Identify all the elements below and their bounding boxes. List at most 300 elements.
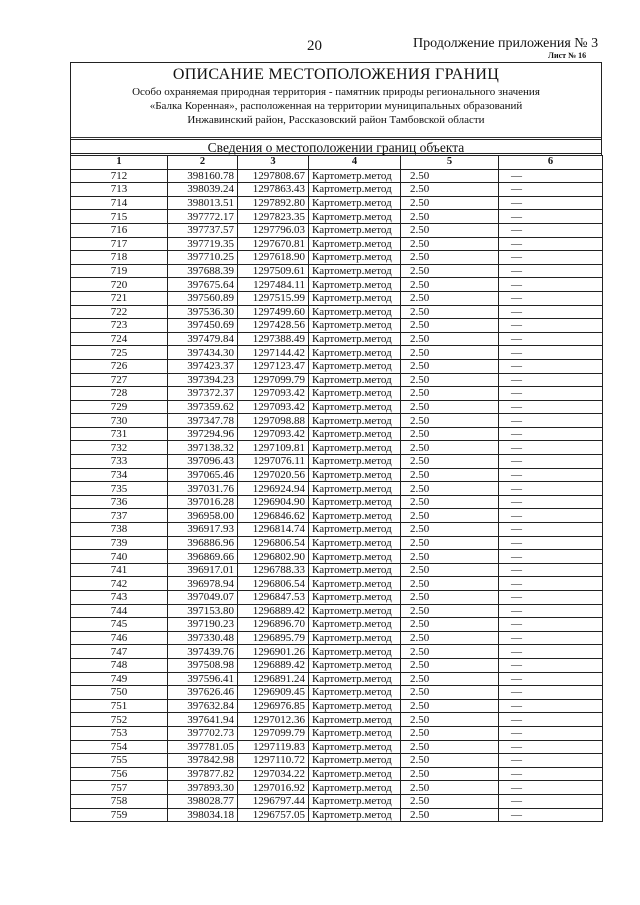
method-cell: Картометр.метод xyxy=(309,794,401,808)
table-row xyxy=(71,509,603,523)
dash-cell: — xyxy=(499,808,603,822)
point-number: 757 xyxy=(71,781,168,795)
point-number: 741 xyxy=(71,563,168,577)
dash-cell: — xyxy=(499,468,603,482)
accuracy-cell: 2.50 xyxy=(401,767,499,781)
method-cell: Картометр.метод xyxy=(309,332,401,346)
method-cell: Картометр.метод xyxy=(309,563,401,577)
point-number: 726 xyxy=(71,359,168,373)
coord-x: 397372.37 xyxy=(168,387,238,401)
coord-x: 397330.48 xyxy=(168,631,238,645)
coord-x: 398028.77 xyxy=(168,794,238,808)
accuracy-cell: 2.50 xyxy=(401,686,499,700)
accuracy-cell: 2.50 xyxy=(401,563,499,577)
method-cell: Картометр.метод xyxy=(309,237,401,251)
col-header-3: 3 xyxy=(238,156,309,170)
method-cell: Картометр.метод xyxy=(309,441,401,455)
coord-y: 1297098.88 xyxy=(238,414,309,428)
point-number: 732 xyxy=(71,441,168,455)
table-row xyxy=(71,740,603,754)
table-row xyxy=(71,441,603,455)
coord-x: 397877.82 xyxy=(168,767,238,781)
accuracy-cell: 2.50 xyxy=(401,495,499,509)
coord-x: 397710.25 xyxy=(168,251,238,265)
accuracy-cell: 2.50 xyxy=(401,794,499,808)
table-row xyxy=(71,767,603,781)
point-number: 745 xyxy=(71,618,168,632)
table-row xyxy=(71,305,603,319)
method-cell: Картометр.метод xyxy=(309,278,401,292)
accuracy-cell: 2.50 xyxy=(401,251,499,265)
accuracy-cell: 2.50 xyxy=(401,509,499,523)
divider-line xyxy=(71,137,601,138)
dash-cell: — xyxy=(499,169,603,183)
table-row xyxy=(71,427,603,441)
accuracy-cell: 2.50 xyxy=(401,210,499,224)
point-number: 740 xyxy=(71,550,168,564)
point-number: 731 xyxy=(71,427,168,441)
accuracy-cell: 2.50 xyxy=(401,291,499,305)
coord-y: 1297144.42 xyxy=(238,346,309,360)
method-cell: Картометр.метод xyxy=(309,604,401,618)
header-row xyxy=(71,156,603,170)
method-cell: Картометр.метод xyxy=(309,699,401,713)
point-number: 734 xyxy=(71,468,168,482)
method-cell: Картометр.метод xyxy=(309,686,401,700)
coord-x: 397781.05 xyxy=(168,740,238,754)
dash-cell: — xyxy=(499,740,603,754)
coord-y: 1297515.99 xyxy=(238,291,309,305)
point-number: 718 xyxy=(71,251,168,265)
coord-y: 1296802.90 xyxy=(238,550,309,564)
accuracy-cell: 2.50 xyxy=(401,223,499,237)
table-row xyxy=(71,781,603,795)
col-header-5: 5 xyxy=(401,156,499,170)
method-cell: Картометр.метод xyxy=(309,740,401,754)
method-cell: Картометр.метод xyxy=(309,359,401,373)
point-number: 714 xyxy=(71,196,168,210)
accuracy-cell: 2.50 xyxy=(401,441,499,455)
coord-x: 397016.28 xyxy=(168,495,238,509)
accuracy-cell: 2.50 xyxy=(401,672,499,686)
accuracy-cell: 2.50 xyxy=(401,631,499,645)
point-number: 750 xyxy=(71,686,168,700)
method-cell: Картометр.метод xyxy=(309,536,401,550)
coord-x: 398160.78 xyxy=(168,169,238,183)
point-number: 733 xyxy=(71,455,168,469)
coord-x: 397772.17 xyxy=(168,210,238,224)
accuracy-cell: 2.50 xyxy=(401,591,499,605)
desc-line-2: «Балка Коренная», расположенная на территории муниципальных образований xyxy=(149,100,523,112)
coord-x: 396978.94 xyxy=(168,577,238,591)
table-row xyxy=(71,400,603,414)
point-number: 758 xyxy=(71,794,168,808)
accuracy-cell: 2.50 xyxy=(401,373,499,387)
dash-cell: — xyxy=(499,794,603,808)
coordinates-table xyxy=(70,155,603,822)
dash-cell: — xyxy=(499,495,603,509)
point-number: 727 xyxy=(71,373,168,387)
coord-x: 398034.18 xyxy=(168,808,238,822)
method-cell: Картометр.метод xyxy=(309,808,401,822)
table-row xyxy=(71,550,603,564)
coord-x: 397641.94 xyxy=(168,713,238,727)
table-row xyxy=(71,210,603,224)
dash-cell: — xyxy=(499,400,603,414)
point-number: 753 xyxy=(71,726,168,740)
accuracy-cell: 2.50 xyxy=(401,740,499,754)
coord-x: 397096.43 xyxy=(168,455,238,469)
coord-x: 397049.07 xyxy=(168,591,238,605)
coord-y: 1297823.35 xyxy=(238,210,309,224)
coord-x: 397632.84 xyxy=(168,699,238,713)
accuracy-cell: 2.50 xyxy=(401,468,499,482)
dash-cell: — xyxy=(499,699,603,713)
coord-y: 1297796.03 xyxy=(238,223,309,237)
dash-cell: — xyxy=(499,726,603,740)
table-row xyxy=(71,631,603,645)
point-number: 746 xyxy=(71,631,168,645)
dash-cell: — xyxy=(499,278,603,292)
table-row xyxy=(71,563,603,577)
method-cell: Картометр.метод xyxy=(309,523,401,537)
accuracy-cell: 2.50 xyxy=(401,577,499,591)
dash-cell: — xyxy=(499,305,603,319)
table-row xyxy=(71,495,603,509)
table-row xyxy=(71,264,603,278)
accuracy-cell: 2.50 xyxy=(401,699,499,713)
accuracy-cell: 2.50 xyxy=(401,726,499,740)
table-row xyxy=(71,183,603,197)
point-number: 730 xyxy=(71,414,168,428)
coord-y: 1296909.45 xyxy=(238,686,309,700)
accuracy-cell: 2.50 xyxy=(401,359,499,373)
table-row xyxy=(71,169,603,183)
dash-cell: — xyxy=(499,591,603,605)
method-cell: Картометр.метод xyxy=(309,264,401,278)
coord-y: 1296846.62 xyxy=(238,509,309,523)
table-row xyxy=(71,536,603,550)
table-row xyxy=(71,346,603,360)
col-header-2: 2 xyxy=(168,156,238,170)
point-number: 759 xyxy=(71,808,168,822)
coord-x: 397893.30 xyxy=(168,781,238,795)
method-cell: Картометр.метод xyxy=(309,387,401,401)
coord-y: 1297428.56 xyxy=(238,319,309,333)
coord-y: 1297484.11 xyxy=(238,278,309,292)
method-cell: Картометр.метод xyxy=(309,672,401,686)
coord-y: 1296901.26 xyxy=(238,645,309,659)
accuracy-cell: 2.50 xyxy=(401,536,499,550)
coord-y: 1296847.53 xyxy=(238,591,309,605)
coord-y: 1297093.42 xyxy=(238,400,309,414)
coord-x: 398013.51 xyxy=(168,196,238,210)
coord-x: 397560.89 xyxy=(168,291,238,305)
dash-cell: — xyxy=(499,713,603,727)
point-number: 716 xyxy=(71,223,168,237)
dash-cell: — xyxy=(499,359,603,373)
method-cell: Картометр.метод xyxy=(309,291,401,305)
accuracy-cell: 2.50 xyxy=(401,645,499,659)
point-number: 720 xyxy=(71,278,168,292)
coord-y: 1297892.80 xyxy=(238,196,309,210)
accuracy-cell: 2.50 xyxy=(401,332,499,346)
dash-cell: — xyxy=(499,658,603,672)
coord-x: 397423.37 xyxy=(168,359,238,373)
dash-cell: — xyxy=(499,618,603,632)
method-cell: Картометр.метод xyxy=(309,183,401,197)
table-row xyxy=(71,699,603,713)
point-number: 719 xyxy=(71,264,168,278)
coord-y: 1297499.60 xyxy=(238,305,309,319)
method-cell: Картометр.метод xyxy=(309,754,401,768)
accuracy-cell: 2.50 xyxy=(401,781,499,795)
method-cell: Картометр.метод xyxy=(309,455,401,469)
coord-x: 397596.41 xyxy=(168,672,238,686)
point-number: 742 xyxy=(71,577,168,591)
coord-y: 1297863.43 xyxy=(238,183,309,197)
table-row xyxy=(71,645,603,659)
dash-cell: — xyxy=(499,196,603,210)
table-row xyxy=(71,523,603,537)
sheet-label: Лист № 16 xyxy=(548,51,587,60)
accuracy-cell: 2.50 xyxy=(401,264,499,278)
coord-x: 397508.98 xyxy=(168,658,238,672)
coord-x: 397394.23 xyxy=(168,373,238,387)
accuracy-cell: 2.50 xyxy=(401,604,499,618)
accuracy-cell: 2.50 xyxy=(401,346,499,360)
coord-x: 396958.00 xyxy=(168,509,238,523)
method-cell: Картометр.метод xyxy=(309,767,401,781)
point-number: 755 xyxy=(71,754,168,768)
table-row xyxy=(71,672,603,686)
continuation-label: Продолжение приложения № 3 xyxy=(413,36,599,51)
table-row xyxy=(71,291,603,305)
dash-cell: — xyxy=(499,604,603,618)
dash-cell: — xyxy=(499,686,603,700)
dash-cell: — xyxy=(499,781,603,795)
coord-y: 1297670.81 xyxy=(238,237,309,251)
table-row xyxy=(71,482,603,496)
method-cell: Картометр.метод xyxy=(309,550,401,564)
method-cell: Картометр.метод xyxy=(309,169,401,183)
table-row xyxy=(71,618,603,632)
point-number: 722 xyxy=(71,305,168,319)
dash-cell: — xyxy=(499,332,603,346)
coord-y: 1297099.79 xyxy=(238,373,309,387)
coord-y: 1296797.44 xyxy=(238,794,309,808)
table-row xyxy=(71,319,603,333)
coord-y: 1296891.24 xyxy=(238,672,309,686)
page-number: 20 xyxy=(307,38,322,54)
coord-x: 397675.64 xyxy=(168,278,238,292)
table-row xyxy=(71,713,603,727)
method-cell: Картометр.метод xyxy=(309,781,401,795)
coord-y: 1297618.90 xyxy=(238,251,309,265)
coord-y: 1296806.54 xyxy=(238,536,309,550)
coord-x: 396917.01 xyxy=(168,563,238,577)
method-cell: Картометр.метод xyxy=(309,427,401,441)
dash-cell: — xyxy=(499,414,603,428)
table-row xyxy=(71,794,603,808)
point-number: 754 xyxy=(71,740,168,754)
coord-x: 396917.93 xyxy=(168,523,238,537)
point-number: 751 xyxy=(71,699,168,713)
point-number: 747 xyxy=(71,645,168,659)
coord-y: 1296904.90 xyxy=(238,495,309,509)
document-title: ОПИСАНИЕ МЕСТОПОЛОЖЕНИЯ ГРАНИЦ xyxy=(172,66,500,83)
point-number: 729 xyxy=(71,400,168,414)
coord-x: 397439.76 xyxy=(168,645,238,659)
point-number: 736 xyxy=(71,495,168,509)
coord-x: 397702.73 xyxy=(168,726,238,740)
method-cell: Картометр.метод xyxy=(309,631,401,645)
coord-y: 1297808.67 xyxy=(238,169,309,183)
dash-cell: — xyxy=(499,645,603,659)
method-cell: Картометр.метод xyxy=(309,319,401,333)
method-cell: Картометр.метод xyxy=(309,468,401,482)
accuracy-cell: 2.50 xyxy=(401,278,499,292)
table-row xyxy=(71,387,603,401)
table-row xyxy=(71,414,603,428)
point-number: 756 xyxy=(71,767,168,781)
coord-y: 1297093.42 xyxy=(238,387,309,401)
coord-x: 397153.80 xyxy=(168,604,238,618)
coord-y: 1297509.61 xyxy=(238,264,309,278)
dash-cell: — xyxy=(499,373,603,387)
coord-y: 1296889.42 xyxy=(238,604,309,618)
coord-y: 1297388.49 xyxy=(238,332,309,346)
point-number: 748 xyxy=(71,658,168,672)
coord-x: 397065.46 xyxy=(168,468,238,482)
coord-y: 1296895.79 xyxy=(238,631,309,645)
accuracy-cell: 2.50 xyxy=(401,427,499,441)
dash-cell: — xyxy=(499,237,603,251)
point-number: 724 xyxy=(71,332,168,346)
table-row xyxy=(71,237,603,251)
method-cell: Картометр.метод xyxy=(309,591,401,605)
point-number: 728 xyxy=(71,387,168,401)
table-row xyxy=(71,808,603,822)
coord-y: 1296806.54 xyxy=(238,577,309,591)
table-row xyxy=(71,373,603,387)
table-row xyxy=(71,577,603,591)
method-cell: Картометр.метод xyxy=(309,618,401,632)
coord-x: 397688.39 xyxy=(168,264,238,278)
table-row xyxy=(71,658,603,672)
point-number: 743 xyxy=(71,591,168,605)
point-number: 752 xyxy=(71,713,168,727)
accuracy-cell: 2.50 xyxy=(401,387,499,401)
table-row xyxy=(71,278,603,292)
method-cell: Картометр.метод xyxy=(309,251,401,265)
coord-y: 1296896.70 xyxy=(238,618,309,632)
table-row xyxy=(71,686,603,700)
method-cell: Картометр.метод xyxy=(309,196,401,210)
method-cell: Картометр.метод xyxy=(309,482,401,496)
coord-y: 1297123.47 xyxy=(238,359,309,373)
dash-cell: — xyxy=(499,672,603,686)
point-number: 723 xyxy=(71,319,168,333)
dash-cell: — xyxy=(499,183,603,197)
method-cell: Картометр.метод xyxy=(309,346,401,360)
section-title: Сведения о местоположении границ объекта xyxy=(70,139,602,155)
coord-y: 1296889.42 xyxy=(238,658,309,672)
dash-cell: — xyxy=(499,536,603,550)
coord-y: 1297020.56 xyxy=(238,468,309,482)
dash-cell: — xyxy=(499,387,603,401)
coord-y: 1297012.36 xyxy=(238,713,309,727)
method-cell: Картометр.метод xyxy=(309,645,401,659)
accuracy-cell: 2.50 xyxy=(401,713,499,727)
table-row xyxy=(71,754,603,768)
dash-cell: — xyxy=(499,346,603,360)
coord-x: 397719.35 xyxy=(168,237,238,251)
method-cell: Картометр.метод xyxy=(309,658,401,672)
method-cell: Картометр.метод xyxy=(309,414,401,428)
method-cell: Картометр.метод xyxy=(309,223,401,237)
accuracy-cell: 2.50 xyxy=(401,754,499,768)
coord-y: 1297093.42 xyxy=(238,427,309,441)
coord-x: 397190.23 xyxy=(168,618,238,632)
table-row xyxy=(71,223,603,237)
coord-y: 1296814.74 xyxy=(238,523,309,537)
point-number: 717 xyxy=(71,237,168,251)
coord-y: 1297119.83 xyxy=(238,740,309,754)
col-header-1: 1 xyxy=(71,156,168,170)
point-number: 744 xyxy=(71,604,168,618)
point-number: 737 xyxy=(71,509,168,523)
object-description xyxy=(71,85,601,127)
method-cell: Картометр.метод xyxy=(309,509,401,523)
coord-y: 1297076.11 xyxy=(238,455,309,469)
coord-x: 397737.57 xyxy=(168,223,238,237)
coord-x: 396869.66 xyxy=(168,550,238,564)
dash-cell: — xyxy=(499,291,603,305)
dash-cell: — xyxy=(499,223,603,237)
table-row xyxy=(71,604,603,618)
coord-x: 397450.69 xyxy=(168,319,238,333)
table-row xyxy=(71,726,603,740)
col-header-6: 6 xyxy=(499,156,603,170)
method-cell: Картометр.метод xyxy=(309,726,401,740)
coord-y: 1296788.33 xyxy=(238,563,309,577)
coord-y: 1297034.22 xyxy=(238,767,309,781)
coord-y: 1297099.79 xyxy=(238,726,309,740)
dash-cell: — xyxy=(499,319,603,333)
accuracy-cell: 2.50 xyxy=(401,550,499,564)
point-number: 735 xyxy=(71,482,168,496)
coord-x: 397138.32 xyxy=(168,441,238,455)
coord-x: 397842.98 xyxy=(168,754,238,768)
dash-cell: — xyxy=(499,251,603,265)
dash-cell: — xyxy=(499,482,603,496)
table-row xyxy=(71,359,603,373)
coord-x: 396886.96 xyxy=(168,536,238,550)
accuracy-cell: 2.50 xyxy=(401,482,499,496)
accuracy-cell: 2.50 xyxy=(401,305,499,319)
point-number: 721 xyxy=(71,291,168,305)
method-cell: Картометр.метод xyxy=(309,713,401,727)
point-number: 738 xyxy=(71,523,168,537)
col-header-4: 4 xyxy=(309,156,401,170)
coord-x: 397626.46 xyxy=(168,686,238,700)
accuracy-cell: 2.50 xyxy=(401,658,499,672)
accuracy-cell: 2.50 xyxy=(401,523,499,537)
accuracy-cell: 2.50 xyxy=(401,319,499,333)
dash-cell: — xyxy=(499,455,603,469)
coord-y: 1297110.72 xyxy=(238,754,309,768)
